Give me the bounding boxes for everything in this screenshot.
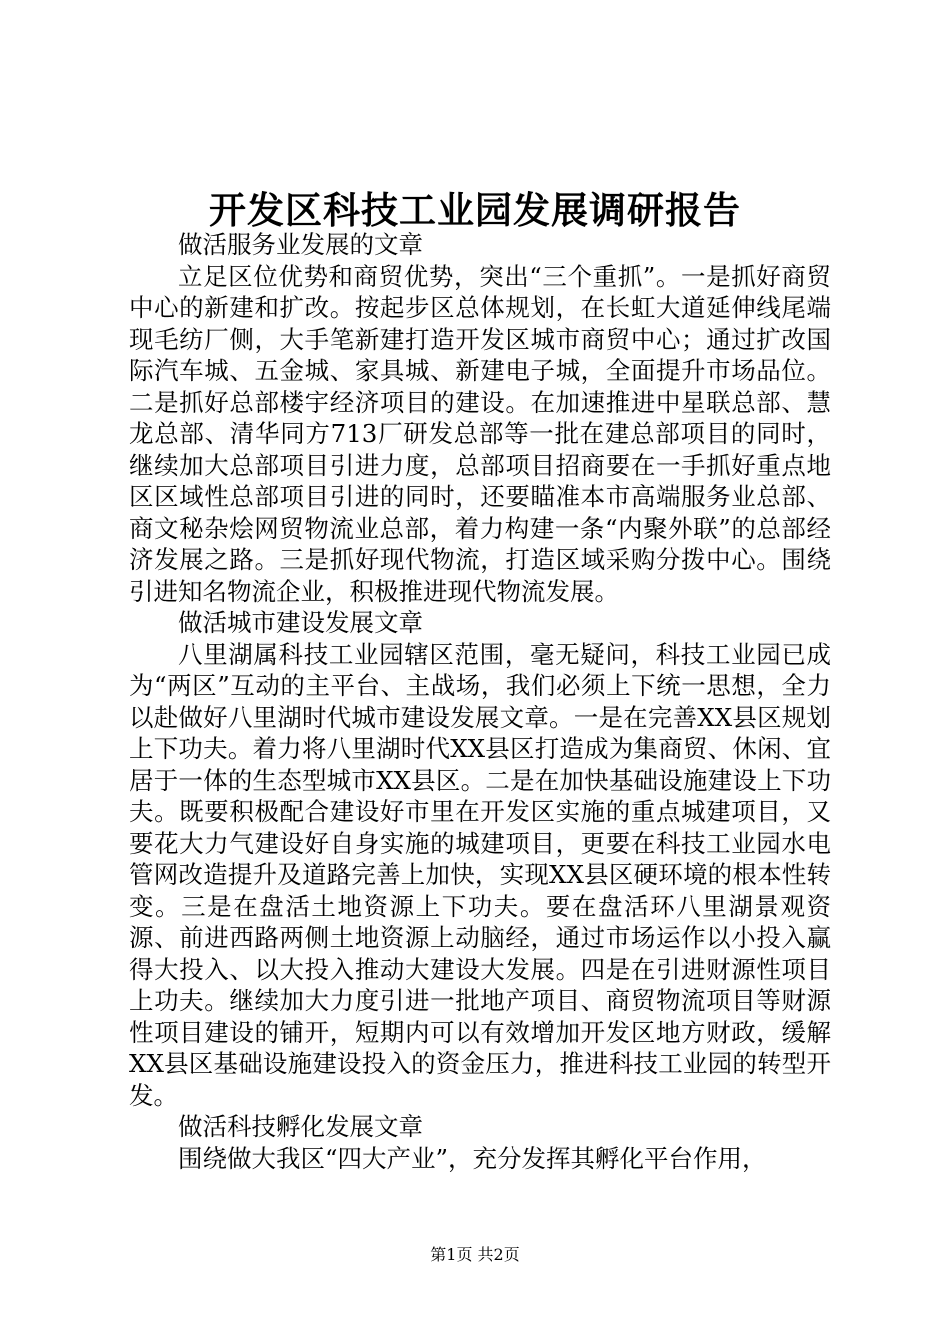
document-title: 开发区科技工业园发展调研报告: [209, 188, 741, 232]
section-heading: 做活科技孵化发展文章: [178, 1112, 423, 1141]
section-paragraph: 八里湖属科技工业园辖区范围，毫无疑问，科技工业园已成为“两区”互动的主平台、主战场，我们必须上下统一思想，全力以赴做好八里湖时代城市建设发展文章。一是在完善XX县区规划上下功夫。着力将八里湖时代XX县区打造成为集商贸、休闲、宜居于一体的生态型城市XX县区。二是在加快基础设施建设上下功夫。既要积极配合建设好市里在开发区实施的重点城建项目，又要花大力气建设好自身实施的城建项目，更要在科技工业园水电管网改造提升及道路完善上加快，实现XX县区硬环境的根本性转变。三是在盘活土地资源上下功夫。要在盘活环八里湖景观资源、前进西路两侧土地资源上动脑经，通过市场运作以小投入赢得大投入、以大投入推动大建设大发展。四是在引进财源性项目上功夫。继续加大力度引进一批地产项目、商贸物流项目等财源性项目建设的铺开，短期内可以有效增加开发区地方财政，缓解XX县区基础设施建设投入的资金压力，推进科技工业园的转型开发。: [129, 639, 831, 1110]
section-urban-construction: [129, 607, 831, 1111]
section-heading: 做活服务业发展的文章: [178, 230, 423, 259]
section-service-industry: [129, 229, 831, 607]
section-paragraph: 立足区位优势和商贸优势，突出“三个重抓”。一是抓好商贸中心的新建和扩改。按起步区总体规划，在长虹大道延伸线尾端现毛纺厂侧，大手笔新建打造开发区城市商贸中心；通过扩改国际汽车城、五金城、家具城、新建电子城，全面提升市场品位。二是抓好总部楼宇经济项目的建设。在加速推进中星联总部、慧龙总部、清华同方713厂研发总部等一批在建总部项目的同时，继续加大总部项目引进力度，总部项目招商要在一手抓好重点地区区域性总部项目引进的同时，还要瞄准本市高端服务业总部、商文秘杂烩网贸物流业总部，着力构建一条“内聚外联”的总部经济发展之路。三是抓好现代物流，打造区域采购分拨中心。围绕引进知名物流企业，积极推进现代物流发展。: [129, 261, 831, 606]
document-body: [129, 229, 831, 1174]
section-tech-incubation: [129, 1111, 831, 1174]
section-heading: 做活城市建设发展文章: [178, 608, 423, 637]
section-paragraph: 围绕做大我区“四大产业”，充分发挥其孵化平台作用，: [178, 1143, 767, 1173]
page-footer: 第1页 共2页: [430, 1245, 520, 1264]
